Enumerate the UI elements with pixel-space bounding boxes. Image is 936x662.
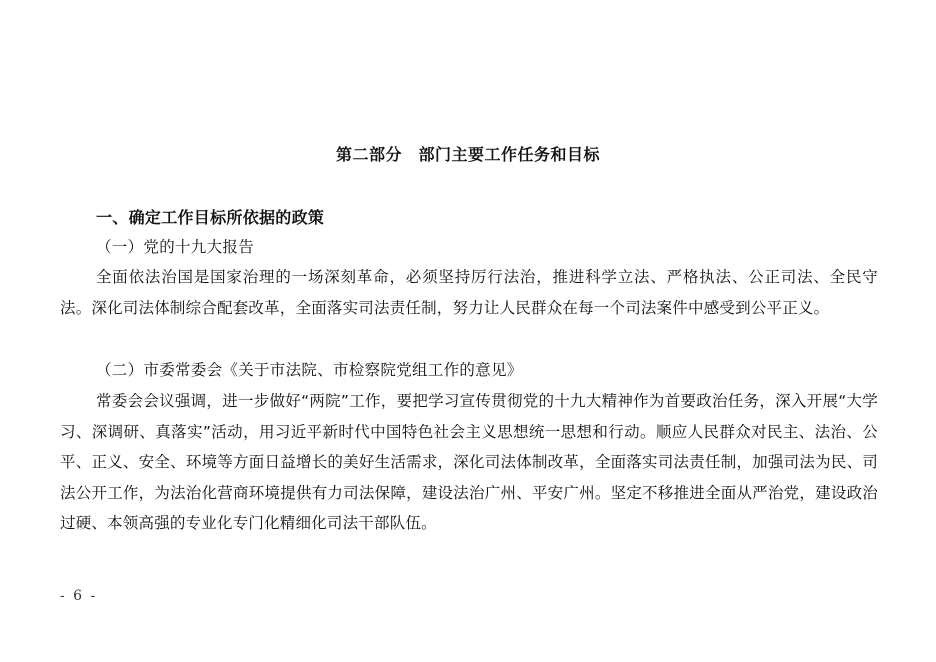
subsection-heading-2: （二）市委常委会《关于市法院、市检察院党组工作的意见》 xyxy=(96,361,523,379)
subsection-paragraph-1: 全面依法治国是国家治理的一场深刻革命，必须坚持厉行法治，推进科学立法、严格执法、公正司法、全民守法。深化司法体制综合配套改革，全面落实司法责任制，努力让人民群众在每一个司法案件中感受到公平正义。 xyxy=(60,268,878,317)
section-heading: 一、确定工作目标所依据的政策 xyxy=(96,208,325,227)
subsection-paragraph-2: 常委会会议强调，进一步做好“两院”工作，要把学习宣传贯彻党的十九大精神作为首要政治任务，深入开展“大学习、深调研、真落实”活动，用习近平新时代中国特色社会主义思想统一思想和行动。顺应人民群众对民主、法治、公平、正义、安全、环境等方面日益增长的美好生活需求，深化司法体制改革，全面落实司法责任制，加强司法为民、司法公开工作，为法治化营商环境提供有力司法保障，建设法治广州、平安广州。坚定不移推进全面从严治党，建设政治过硬、本领高强的专业化专门化精细化司法干部队伍。 xyxy=(60,392,878,532)
part-title: 第二部分 部门主要工作任务和目标 xyxy=(335,145,600,164)
page-number: - 6 - xyxy=(60,588,98,604)
subsection-heading-1: （一）党的十九大报告 xyxy=(96,238,255,256)
